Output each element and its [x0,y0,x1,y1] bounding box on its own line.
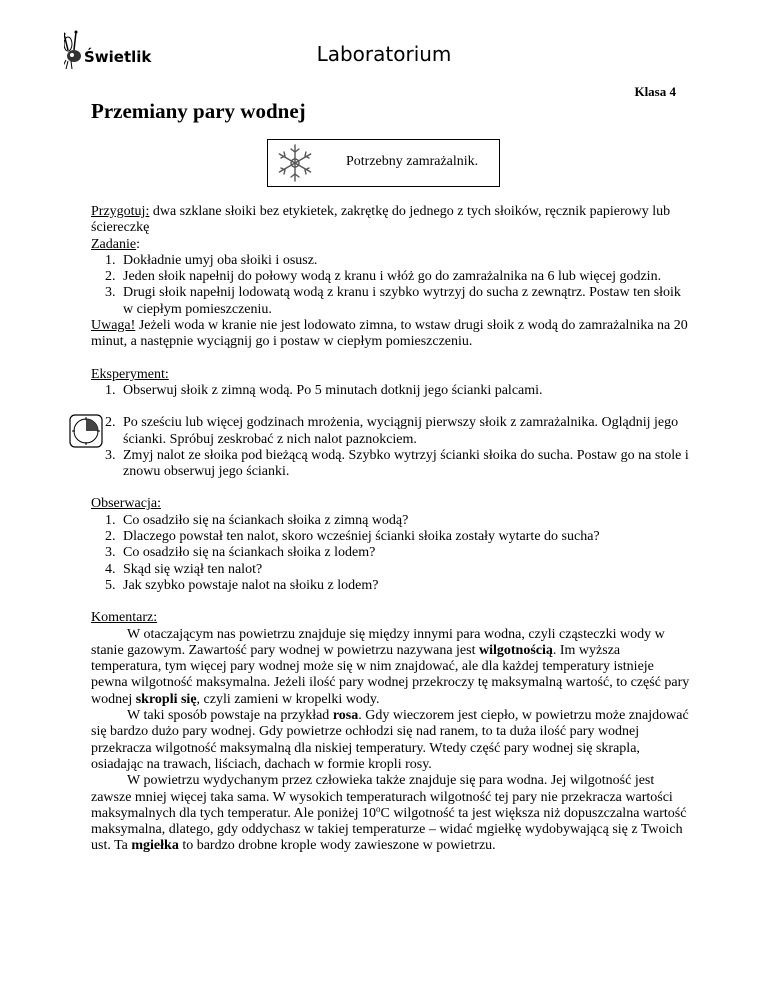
komentarz-label: Komentarz: [91,610,158,626]
przygotuj-paragraph [91,204,691,237]
text-run: W taki sposób powstaje na przykład [127,708,333,724]
page-title: Przemiany pary wodnej [91,99,306,123]
obserwacja-label: Obserwacja: [91,496,161,512]
bold-term: skropli się [135,691,197,707]
zadanie-step: 3. Drugi słoik napełnij lodowatą wodą z kranu i szybko wytrzyj do sucha z zewnątrz. Postaw ten słoik w ciepłym pomieszczeniu. [119,285,691,318]
eksperyment-step: 2. Po sześciu lub więcej godzinach mrożenia, wyciągnij pierwszy słoik z zamrażalnika. Oglądnij jego ścianki. Spróbuj zeskrobać z nich nalot paznokciem. [119,415,691,448]
snowflake-icon [274,142,316,184]
uwaga-label: Uwaga! [91,318,136,334]
uwaga-text: Jeżeli woda w kranie nie jest lodowato zimna, to wstaw drugi słoik z wodą do zamrażalnika na 20 minut, a następnie wyciągnij go i postaw w ciepłym pomieszczeniu. [91,318,688,350]
bold-term: mgiełka [131,838,179,854]
document-body [91,204,691,855]
text-run: to bardzo drobne krople wody zawieszone w powietrzu. [178,838,496,854]
text-run: W powietrzu wydychanym przez człowieka także znajduje się para wodna. Jej wilgotność jest zawsze mniej więcej taka sama. W wysokich temperaturach wilgotność tej pary nie przekracza wartości maksymalnych dla tych temperatur. Ale poniżej 10 [91,773,673,821]
komentarz-paragraph-1 [91,627,691,708]
przygotuj-label: Przygotuj: [91,204,150,219]
zadanie-step: 2. Jeden słoik napełnij do połowy wodą z kranu i włóż go do zamrażalnika na 6 lub więcej godzin. [119,269,691,285]
zadanie-list [91,253,691,318]
callout-text: Potrzebny zamrażalnik. [346,154,479,169]
zadanie-label: Zadanie [91,236,137,252]
obserwacja-question: 3. Co osadziło się na ściankach słoika z lodem? [119,545,691,561]
text-run: C wilgotność ta jest większa niż dopuszczalna wartość maksymalna, dlatego, gdy oddychasz w takiej temperaturze – widać mgiełkę wydobywającą się z Twoich ust. Ta [91,805,687,854]
text-run: W otaczającym nas powietrzu znajduje się między innymi para wodna, czyli cząsteczki wody w stanie gazowym. Zawartość pary wodnej w powietrzu nazywana jest [91,626,665,658]
zadanie-heading [91,237,691,253]
zadanie-step: 1. Dokładnie umyj oba słoiki i osusz. [119,253,691,269]
freezer-callout [267,139,500,187]
text-run: , czyli zamieni w kropelki wody. [196,691,380,707]
text-run: . Im wyższa temperatura, tym więcej pary wodnej może się w nim znajdować, ale dla każdej temperatury istnieje pewna wilgotność maksymalna. Jeżeli ilość pary wodnej przekroczy tę maksymalną wartość, to część pary wodnej [91,642,690,707]
logo-text: Świetlik [84,48,152,66]
komentarz-paragraph-3 [91,773,691,854]
obserwacja-question: 4. Skąd się wziął ten nalot? [119,562,691,578]
eksperyment-label: Eksperyment: [91,366,169,382]
obserwacja-list [91,513,691,594]
obserwacja-question: 2. Dlaczego powstał ten nalot, skoro wcześniej ścianki słoika zostały wytarte do sucha? [119,529,691,545]
class-label: Klasa 4 [634,84,676,99]
obserwacja-question: 5. Jak szybko powstaje nalot na słoiku z lodem? [119,578,691,594]
eksperyment-list [91,383,691,480]
bold-term: wilgotnością [478,642,553,658]
zadanie-colon: : [136,236,140,252]
eksperyment-step: 3. Zmyj nalot ze słoika pod bieżącą wodą. Szybko wytrzyj ścianki słoika do sucha. Postaw go na stole i znowu obserwuj jego ścianki. [119,448,691,481]
header-title: Laboratorium [316,42,452,66]
bold-term: rosa [332,708,359,724]
text-run: . Gdy wieczorem jest ciepło, w powietrzu może znajdować się bardzo dużo pary wodnej. Gdy powietrze ochłodzi się nad ranem, to ta duża ilość pary wodnej przekracza wilgotność maksymalną dla niskiej temperatury. Wtedy część pary wodnej się skrapla, osiadając na trawach, liściach, dachach w formie kropli rosy. [91,708,689,772]
obserwacja-question: 1. Co osadziło się na ściankach słoika z zimną wodą? [119,513,691,529]
degree-mark: o [375,803,381,814]
przygotuj-text: dwa szklane słoiki bez etykietek, zakrętkę do jednego z tych słoików, ręcznik papierowy lub ściereczkę [91,204,671,236]
uwaga-paragraph [91,318,691,351]
komentarz-paragraph-2 [91,708,691,773]
eksperyment-step: 1. Obserwuj słoik z zimną wodą. Po 5 minutach dotknij jego ścianki palcami. [119,383,691,399]
